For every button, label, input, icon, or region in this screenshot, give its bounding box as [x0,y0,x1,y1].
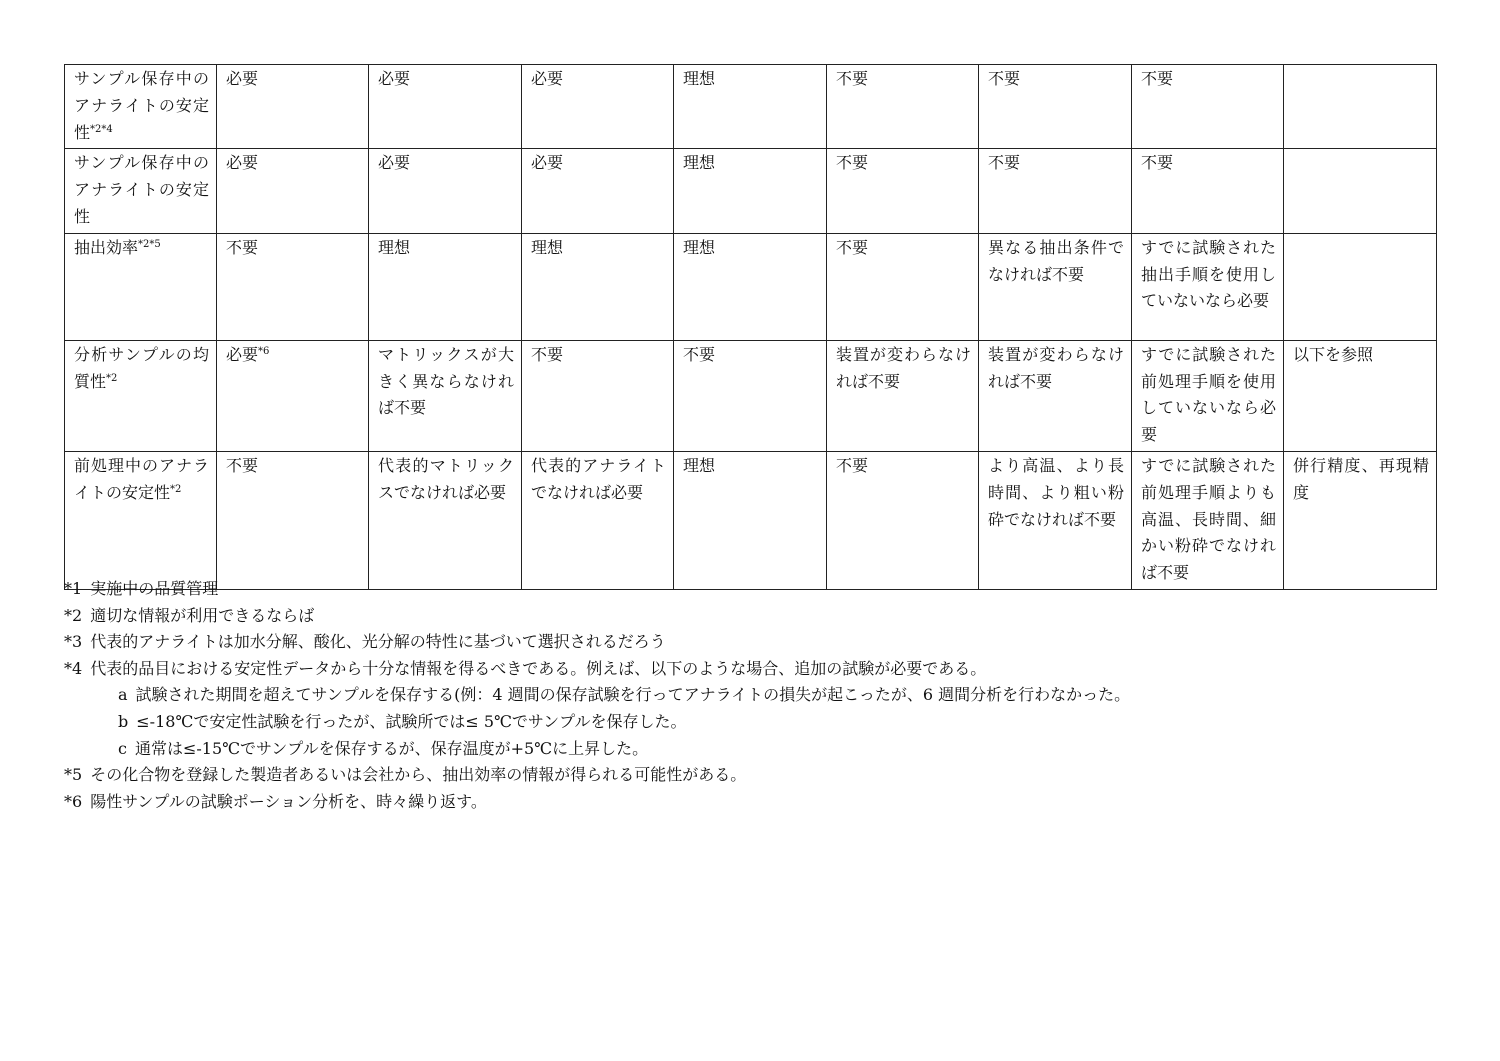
cell-text: より高温、より長時間、より粗い粉砕でなければ不要 [988,455,1124,529]
table-cell [674,233,827,340]
table-cell [369,451,522,589]
footnote-text: 代表的アナライトは加水分解、酸化、光分解の特性に基づいて選択されるだろう [90,632,666,652]
cell-text: 必要 [226,69,259,88]
table-row [65,149,1437,233]
table-cell [369,65,522,149]
cell-text: 不要 [836,69,869,88]
table-cell [522,149,674,233]
cell-text: すでに試験された前処理手順を使用していないなら必要 [1141,344,1276,445]
row-label: 分析サンプルの均質性 [74,344,209,391]
table-cell [979,451,1132,589]
cell-text: 装置が変わらなければ不要 [988,344,1124,391]
table-cell [674,65,827,149]
cell-text: 不要 [531,344,564,364]
footnote-mark: *6 [64,791,83,811]
table-cell [674,340,827,451]
cell-text: 不要 [226,455,259,475]
table-cell [522,340,674,451]
footnote-mark: *5 [64,765,83,785]
table-cell [827,65,979,149]
table-body [65,65,1437,590]
table-cell [979,149,1132,233]
table-cell [827,451,979,589]
table-cell [217,149,369,233]
cell-text: 代表的マトリックスでなければ必要 [378,455,514,502]
row-label: 抽出効率 [74,237,139,257]
cell-text: 必要 [531,69,564,88]
row-label-cell [65,65,217,149]
footnote [64,762,1444,789]
footnote-subitem [64,709,1444,736]
footnote-text: 適切な情報が利用できるならば [90,605,315,625]
footnote-ref: *6 [258,345,270,357]
table-cell [1132,233,1284,340]
cell-text: 不要 [1141,153,1174,173]
footnote-text: 代表的品目における安定性データから十分な情報を得るべきである。例えば、以下のような場合、追加の試験が必要である。 [90,658,987,678]
cell-text: 不要 [988,69,1021,88]
cell-text: 不要 [988,153,1021,173]
cell-text: 理想 [683,153,716,173]
footnote-mark: a [118,685,128,705]
footnote-text: 陽性サンプルの試験ポーション分析を、時々繰り返す。 [90,791,487,811]
footnote [64,576,1444,603]
cell-text: 必要 [378,69,411,88]
table-cell [674,149,827,233]
table-cell [217,65,369,149]
cell-text: 理想 [683,237,716,257]
cell-text: 理想 [531,237,564,257]
row-label-cell [65,451,217,589]
footnote-mark: b [118,711,129,731]
table-cell [217,233,369,340]
table-cell [827,340,979,451]
cell-text: 不要 [226,237,259,257]
footnote-text: その化合物を登録した製造者あるいは会社から、抽出効率の情報が得られる可能性がある。 [90,765,747,785]
cell-text: 異なる抽出条件でなければ不要 [988,237,1124,284]
footnote [64,629,1444,656]
table-cell [217,451,369,589]
table-cell [522,65,674,149]
row-label: サンプル保存中のアナライトの安定性 [74,69,209,142]
table-cell [1284,451,1437,589]
cell-text: 不要 [836,455,869,475]
cell-text: 不要 [683,344,716,364]
cell-text: マトリックスが大きく異ならなければ不要 [378,344,514,418]
footnote-text: ≤-18℃で安定性試験を行ったが、試験所では≤ 5℃でサンプルを保存した。 [136,711,687,731]
footnote-mark: *4 [64,658,83,678]
row-label-cell [65,340,217,451]
footnote-mark: *2 [64,605,83,625]
table-cell [1284,340,1437,451]
footnote-text: 試験された期間を超えてサンプルを保存する(例：4 週間の保存試験を行ってアナライトの損失が起こったが、6 週間分析を行わなかった。 [135,685,1131,705]
footnote-mark: c [118,738,127,758]
table-cell [369,233,522,340]
footnote-mark: *3 [64,632,83,652]
cell-text: 代表的アナライトでなければ必要 [531,455,666,502]
table-row [65,340,1437,451]
table-cell [827,233,979,340]
cell-text: 不要 [836,237,869,257]
table-row [65,233,1437,340]
table-cell [522,233,674,340]
row-label-cell [65,149,217,233]
footnote-ref: *2*5 [138,238,161,250]
footnotes [64,576,1444,815]
cell-text: 不要 [836,153,869,173]
cell-text: 以下を参照 [1293,344,1374,364]
table-cell [979,233,1132,340]
requirements-table [64,64,1437,590]
footnote [64,656,1444,683]
table-cell [522,451,674,589]
cell-text: 不要 [1141,69,1174,88]
cell-text: 必要 [226,153,259,173]
cell-text: 必要 [531,153,564,173]
footnote [64,789,1444,816]
row-label-cell [65,233,217,340]
cell-text: 必要 [378,153,411,173]
cell-text: 併行精度、再現精度 [1293,455,1429,502]
cell-text: 理想 [683,455,716,475]
table-cell [1132,340,1284,451]
footnote-ref: *2 [170,483,182,495]
cell-text: すでに試験された前処理手順よりも高温、長時間、細かい粉砕でなければ不要 [1141,455,1276,583]
table-cell [369,149,522,233]
footnote-mark: *1 [64,579,83,598]
table-cell [1284,149,1437,233]
table-cell [1132,149,1284,233]
table-row [65,451,1437,589]
table-row [65,65,1437,149]
footnote-ref: *2*4 [90,123,113,135]
footnote-ref: *2 [106,372,118,384]
table-cell [1132,65,1284,149]
footnote-text: 通常は≤-15℃でサンプルを保存するが、保存温度が+5℃に上昇した。 [134,738,649,758]
row-label: サンプル保存中のアナライトの安定性 [74,153,209,226]
table-cell [369,340,522,451]
table-cell [1132,451,1284,589]
cell-text: 理想 [378,237,411,257]
table-cell [1284,233,1437,340]
table-cell [674,451,827,589]
cell-text: 装置が変わらなければ不要 [836,344,971,391]
table-cell [217,340,369,451]
footnote-subitem [64,736,1444,763]
footnote-text: 実施中の品質管理 [90,579,219,598]
cell-text: すでに試験された抽出手順を使用していないなら必要 [1141,237,1276,311]
row-label: 前処理中のアナライトの安定性 [74,455,209,502]
table-cell [979,65,1132,149]
table-cell [979,340,1132,451]
footnote-subitem [64,682,1444,709]
footnote [64,603,1444,630]
cell-text: 必要 [226,344,259,364]
table-cell [827,149,979,233]
cell-text: 理想 [683,69,716,88]
table-cell [1284,65,1437,149]
